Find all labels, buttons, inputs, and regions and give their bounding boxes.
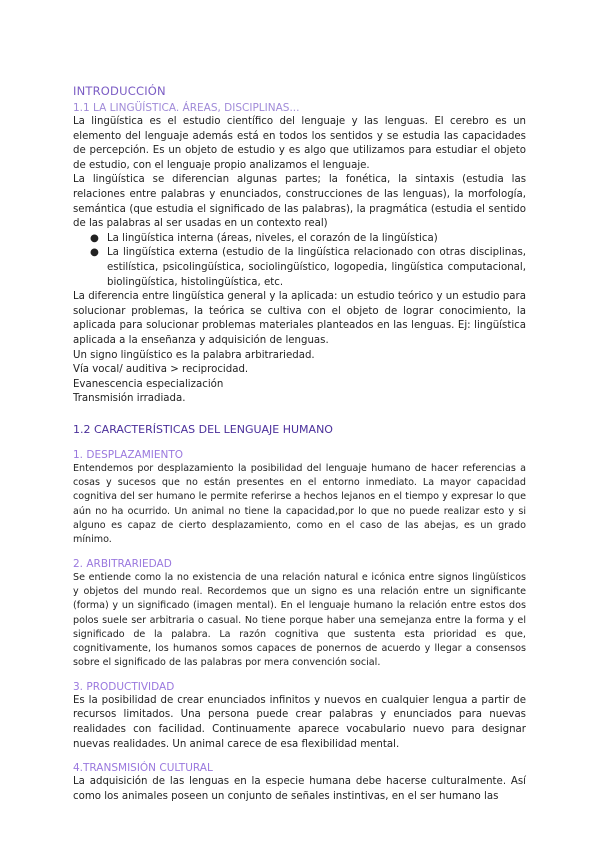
- subsection-title: 4.TRANSMISIÓN CULTURAL: [73, 762, 213, 775]
- section-1-2-title: 1.2 CARACTERÍSTICAS DEL LENGUAJE HUMANO: [73, 422, 333, 436]
- paragraph: Es la posibilidad de crear enunciados infinitos y nuevos en cualquier lengua a partir de recursos limitados. Una persona puede crear palabras y enunciados para nuevas realidades con facilidad. Continuamente aparece vocabulario nuevo para designar nuevas realidades. Un animal carece de esa flexibilidad mental.: [73, 694, 526, 750]
- text-line: Vía vocal/ auditiva > reciprocidad.: [73, 364, 249, 376]
- bullet-list: [73, 232, 526, 290]
- list-item: [90, 246, 526, 290]
- subsection-title: 2. ARBITRARIEDAD: [73, 557, 172, 570]
- bullet-icon: ●: [90, 232, 99, 244]
- paragraph: La lingüística es el estudio científico del lenguaje y las lenguas. El cerebro es un elemento del lenguaje además está en todos los sentidos y se estudia las capacidades de percepción. Es un objeto de estudio y es algo que utilizamos para estudiar el objeto de estudio, con el lenguaje propio analizamos el lenguaje.: [73, 116, 526, 171]
- text-line: Transmisión irradiada.: [73, 393, 186, 405]
- spacer: [73, 752, 526, 762]
- list-item: [90, 232, 526, 247]
- paragraph: La adquisición de las lenguas en la especie humana debe hacerse culturalmente. Así como los animales poseen un conjunto de señales instintivas, en el ser humano las: [73, 776, 526, 802]
- subsection-title: 1. DESPLAZAMIENTO: [73, 448, 184, 461]
- text-line: Un signo lingüístico es la palabra arbitrariedad.: [73, 349, 315, 361]
- subsection-title: 3. PRODUCTIVIDAD: [73, 680, 175, 693]
- spacer: [73, 671, 526, 681]
- section-1-1-title: 1.1 LA LINGÜÍSTICA. ÁREAS, DISCIPLINAS...: [73, 102, 300, 114]
- paragraph: Entendemos por desplazamiento la posibilidad del lenguaje humano de hacer referencias a cosas y sucesos que no están presentes en el entorno inmediato. La mayor capacidad cognitiva del ser humano le permite referirse a hechos lejanos en el tiempo y expresar lo que aún no ha ocurrido. Un animal no tiene la capacidad,por lo que no puede realizar esto y si alguno es capaz de cierto desplazamiento, como en el caso de las abejas, es un grado mínimo.: [73, 462, 526, 546]
- text-line: Evanescencia especialización: [73, 378, 224, 390]
- list-item-text: La lingüística externa (estudio de la lingüística relacionado con otras disciplinas, estilística, psicolingüística, sociolingüístico, logopedia, lingüística computacional, biolingüística, histolingüística, etc.: [107, 247, 526, 288]
- bullet-icon: ●: [90, 247, 99, 259]
- list-item-text: La lingüística interna (áreas, niveles, el corazón de la lingüística): [107, 232, 438, 244]
- paragraph: La lingüística se diferencian algunas partes; la fonética, la sintaxis (estudia las relaciones entre palabras y enunciados, construcciones de las lenguas), la morfología, semántica (que estudia el significado de las palabras), la pragmática (estudia el sentido de las palabras al ser usadas en un contexto real): [73, 174, 526, 230]
- spacer: [73, 548, 526, 558]
- paragraph: La diferencia entre lingüística general y la aplicada: un estudio teórico y un estudio para solucionar problemas, la teórica se cultiva con el objeto de lograr conocimiento, la aplicada para solucionar problemas materiales planteados en las lenguas. Ej: lingüística aplicada a la enseñanza y adquisición de lenguas.: [73, 291, 526, 346]
- intro-heading: INTRODUCCIÓN: [73, 84, 166, 98]
- paragraph: Se entiende como la no existencia de una relación natural e icónica entre signos lingüísticos y objetos del mundo real. Recordemos que un signo es una relación entre un significante (forma) y un significado (imagen mental). En el lenguaje humano la relación entre estos dos polos suele ser arbitraria o casual. No tiene porque haber una semejanza entre la forma y el significado de la palabra. La razón cognitiva que sustenta esta prioridad es que, cognitivamente, los humanos somos capaces de ponernos de acuerdo y llegar a consensos sobre el significado de las palabras por mera convención social.: [73, 571, 526, 669]
